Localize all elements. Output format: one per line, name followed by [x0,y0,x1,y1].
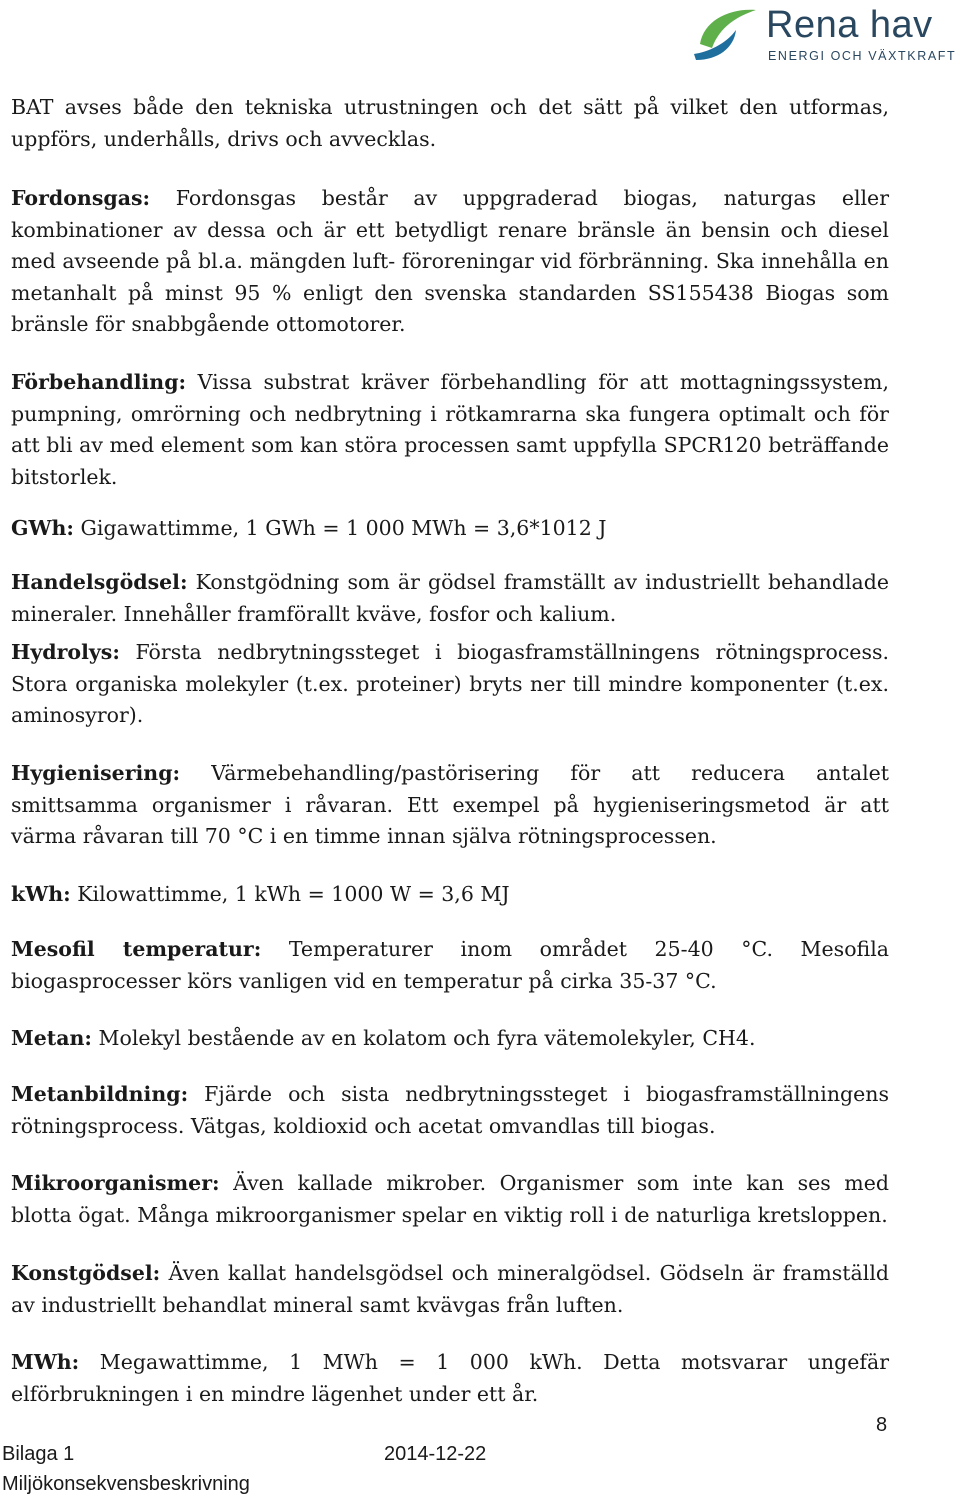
footer-appendix: Bilaga 1 [2,1443,75,1465]
paragraph-mwh [11,1347,889,1410]
paragraph-forbehandling [11,367,889,493]
term: Mikroorganismer: [11,1171,220,1195]
paragraph-fordonsgas [11,183,889,341]
paragraph-text: BAT avses både den tekniska utrustningen och det sätt på vilket den utformas, uppförs, underhålls, drivs och avvecklas. [11,95,889,151]
term: GWh: [11,516,75,540]
term: Hydrolys: [11,640,120,664]
definition: Temperaturer inom området 25-40 °C. Mesofila biogasprocesser körs vanligen vid en temperatur på cirka 35-37 °C. [11,937,889,993]
footer-date: 2014-12-22 [384,1443,487,1465]
leaf-logo-icon [690,4,762,62]
paragraph-handelsgodsel [11,567,889,630]
term: Metan: [11,1026,92,1050]
definition: Värmebehandling/pastörisering för att reducera antalet smittsamma organismer i råvaran. Ett exempel på hygieniseringsmetod är att värma råvaran till 70 °C i en timme innan själva rötningsprocessen. [11,761,889,848]
footer-document-title: Miljökonsekvensbeskrivning [2,1473,250,1495]
term: MWh: [11,1350,80,1374]
definition: Första nedbrytningssteget i biogasframställningens rötningsprocess. Stora organiska molekyler (t.ex. proteiner) bryts ner till mindre komponenter (t.ex. aminosyror). [11,640,889,727]
term: Fordonsgas: [11,186,151,210]
page-number: 8 [876,1414,888,1436]
definition: Även kallat handelsgödsel och mineralgödsel. Gödseln är framställd av industriellt behandlat mineral samt kvävgas från luften. [11,1261,889,1317]
paragraph-gwh [11,513,889,545]
paragraph-konstgodsel [11,1258,889,1321]
definition: Även kallade mikrober. Organismer som inte kan ses med blotta ögat. Många mikroorganismer spelar en viktig roll i de naturliga kretsloppen. [11,1171,889,1227]
logo-name: Rena hav [766,4,933,46]
term: Handelsgödsel: [11,570,188,594]
term: Mesofil temperatur: [11,937,262,961]
paragraph-kwh [11,879,889,911]
paragraph-mesofil [11,934,889,997]
paragraph-metan [11,1023,889,1055]
term: Hygienisering: [11,761,181,785]
footer [2,1439,250,1499]
definition-continued: Ska innehålla en metanhalt på minst 95 % enligt den svenska standarden SS155438 Biogas som bränsle för snabbgående ottomotorer. [11,249,889,336]
definition: Gigawattimme, 1 GWh = 1 000 MWh = 3,6*1012 J [74,516,607,540]
term: Konstgödsel: [11,1261,161,1285]
term: Metanbildning: [11,1082,189,1106]
definition: Kilowattimme, 1 kWh = 1000 W = 3,6 MJ [70,882,510,906]
company-logo [688,2,960,68]
logo-tagline: ENERGI OCH VÄXTKRAFT [768,49,957,63]
definition: Fjärde och sista nedbrytningssteget i biogasframställningens rötningsprocess. Vätgas, koldioxid och acetat omvandlas till biogas. [11,1082,889,1138]
term: Förbehandling: [11,370,187,394]
definition: Megawattimme, 1 MWh = 1 000 kWh. Detta motsvarar ungefär elförbrukningen i en mindre lägenhet under ett år. [11,1350,889,1406]
paragraph-bat [11,92,889,155]
definition: Fordonsgas består av uppgraderad biogas, naturgas eller kombinationer av dessa och är ett betydligt renare bränsle än bensin och diesel med avseende på bl.a. mängden luft- föroreningar vid förbränning. [11,186,889,273]
definition: Vissa substrat kräver förbehandling för att mottagningssystem, pumpning, omrörning och nedbrytning i rötkamrarna ska fungera optimalt och för att bli av med element som kan störa processen samt uppfylla SPCR120 beträffande bitstorlek. [11,370,889,489]
paragraph-hydrolys [11,637,889,732]
term: kWh: [11,882,71,906]
paragraph-mikroorganismer [11,1168,889,1231]
paragraph-hygienisering [11,758,889,853]
definition: Konstgödning som är gödsel framställt av industriellt behandlade mineraler. Innehåller framförallt kväve, fosfor och kalium. [11,570,889,626]
paragraph-metanbildning [11,1079,889,1142]
definition: Molekyl bestående av en kolatom och fyra vätemolekyler, CH4. [91,1026,756,1050]
